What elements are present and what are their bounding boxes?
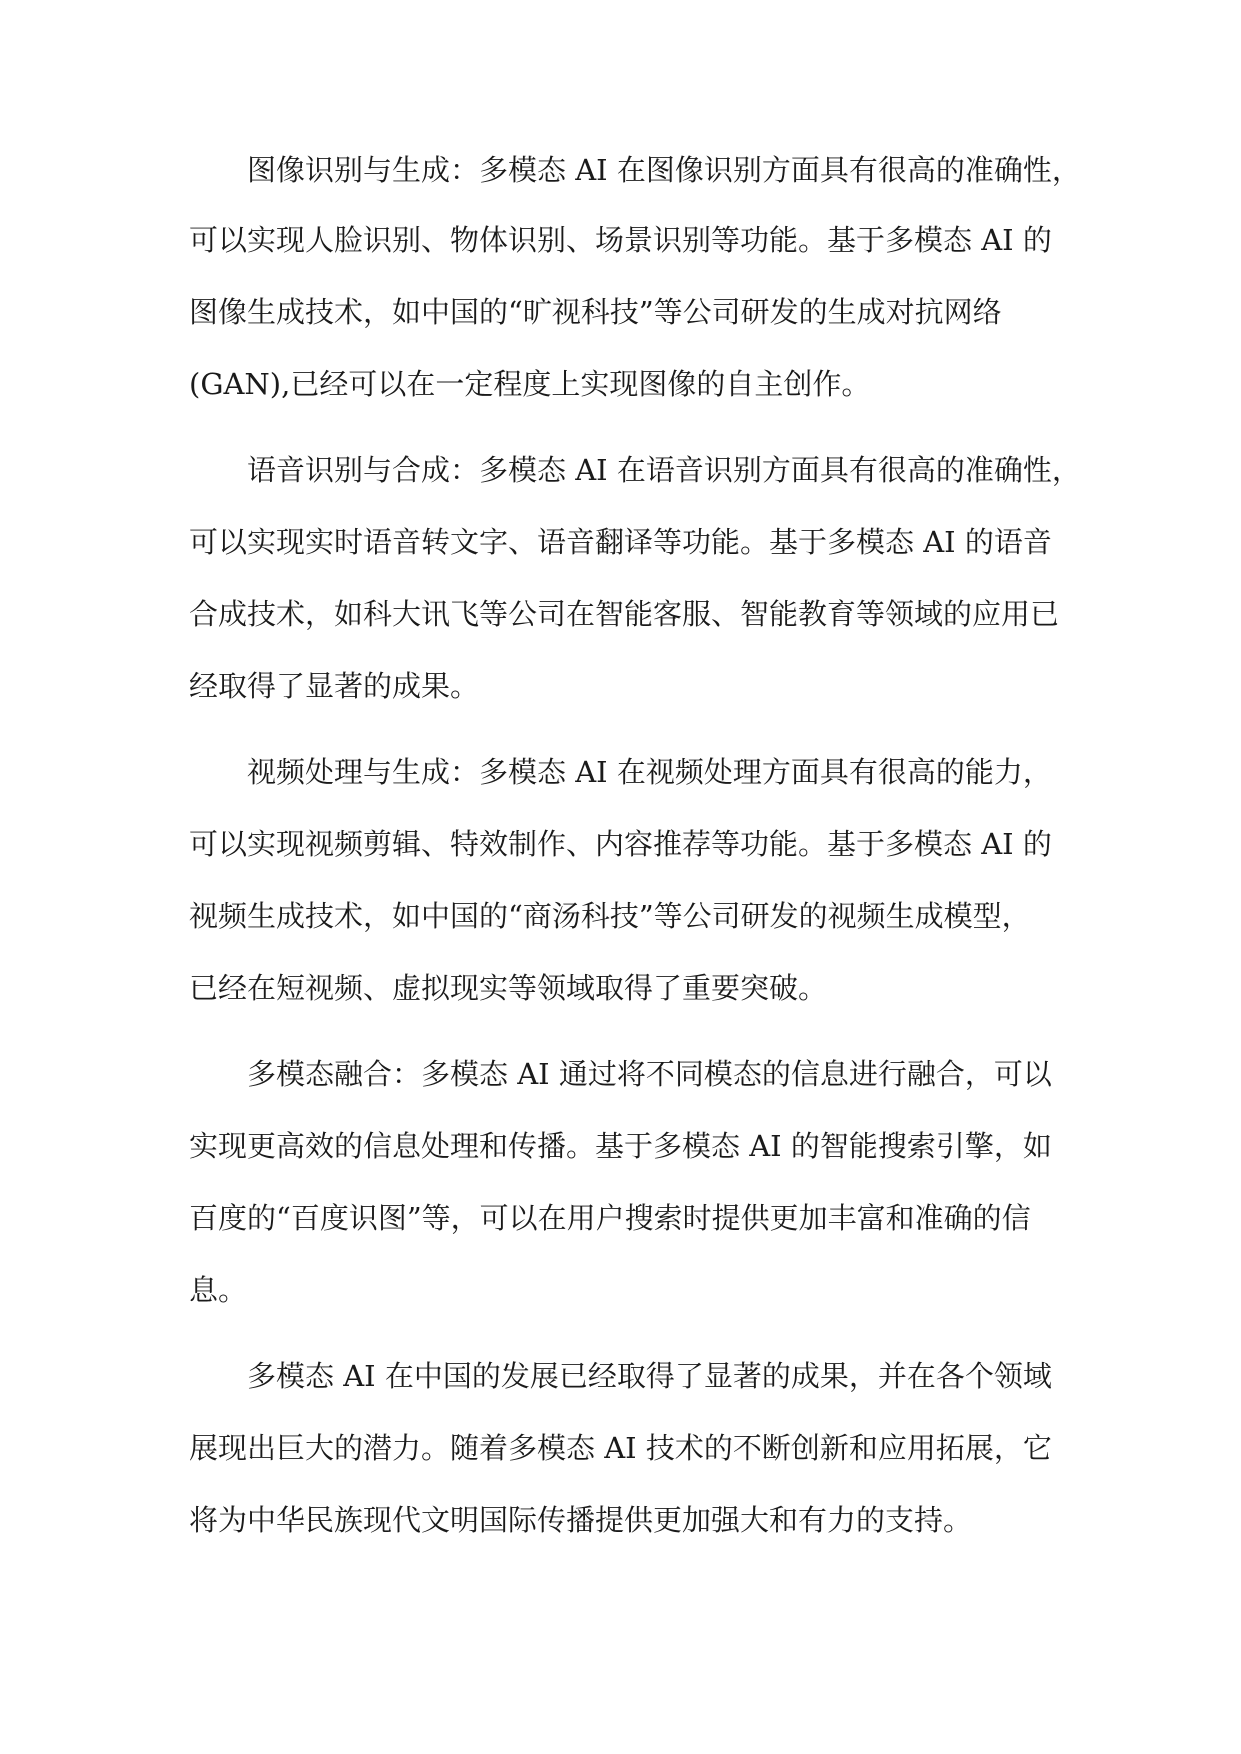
paragraph-line: 可以实现视频剪辑、特效制作、内容推荐等功能。基于多模态 AI 的 <box>189 827 1052 861</box>
paragraph-line: 已经在短视频、虚拟现实等领域取得了重要突破。 <box>189 971 828 1005</box>
paragraph-line: 将为中华民族现代文明国际传播提供更加强大和有力的支持。 <box>189 1503 973 1537</box>
paragraph-line: 展现出巨大的潜力。随着多模态 AI 技术的不断创新和应用拓展，它 <box>189 1431 1052 1465</box>
paragraph-line: 实现更高效的信息处理和传播。基于多模态 AI 的智能搜索引擎，如 <box>189 1129 1052 1163</box>
paragraph-line: 息。 <box>189 1273 248 1307</box>
paragraph-line: 图像生成技术，如中国的“旷视科技”等公司研发的生成对抗网络 <box>189 295 1002 329</box>
paragraph-line: 合成技术，如科大讯飞等公司在智能客服、智能教育等领域的应用已 <box>189 597 1060 631</box>
paragraph-line: 可以实现实时语音转文字、语音翻译等功能。基于多模态 AI 的语音 <box>189 525 1052 559</box>
paragraph-line: 视频处理与生成：多模态 AI 在视频处理方面具有很高的能力， <box>247 755 1052 789</box>
paragraph-line: 语音识别与合成：多模态 AI 在语音识别方面具有很高的准确性， <box>247 453 1081 487</box>
paragraph-line: 百度的“百度识图”等，可以在用户搜索时提供更加丰富和准确的信 <box>189 1201 1031 1235</box>
paragraph-line: (GAN),已经可以在一定程度上实现图像的自主创作。 <box>189 367 871 401</box>
paragraph-line: 经取得了显著的成果。 <box>189 669 480 703</box>
paragraph-line: 视频生成技术，如中国的“商汤科技”等公司研发的视频生成模型， <box>189 899 1031 933</box>
paragraph-line: 多模态 AI 在中国的发展已经取得了显著的成果，并在各个领域 <box>247 1359 1052 1393</box>
paragraph-line: 图像识别与生成：多模态 AI 在图像识别方面具有很高的准确性， <box>247 153 1081 187</box>
paragraph-line: 多模态融合：多模态 AI 通过将不同模态的信息进行融合，可以 <box>247 1057 1052 1091</box>
paragraph-line: 可以实现人脸识别、物体识别、场景识别等功能。基于多模态 AI 的 <box>189 223 1052 257</box>
